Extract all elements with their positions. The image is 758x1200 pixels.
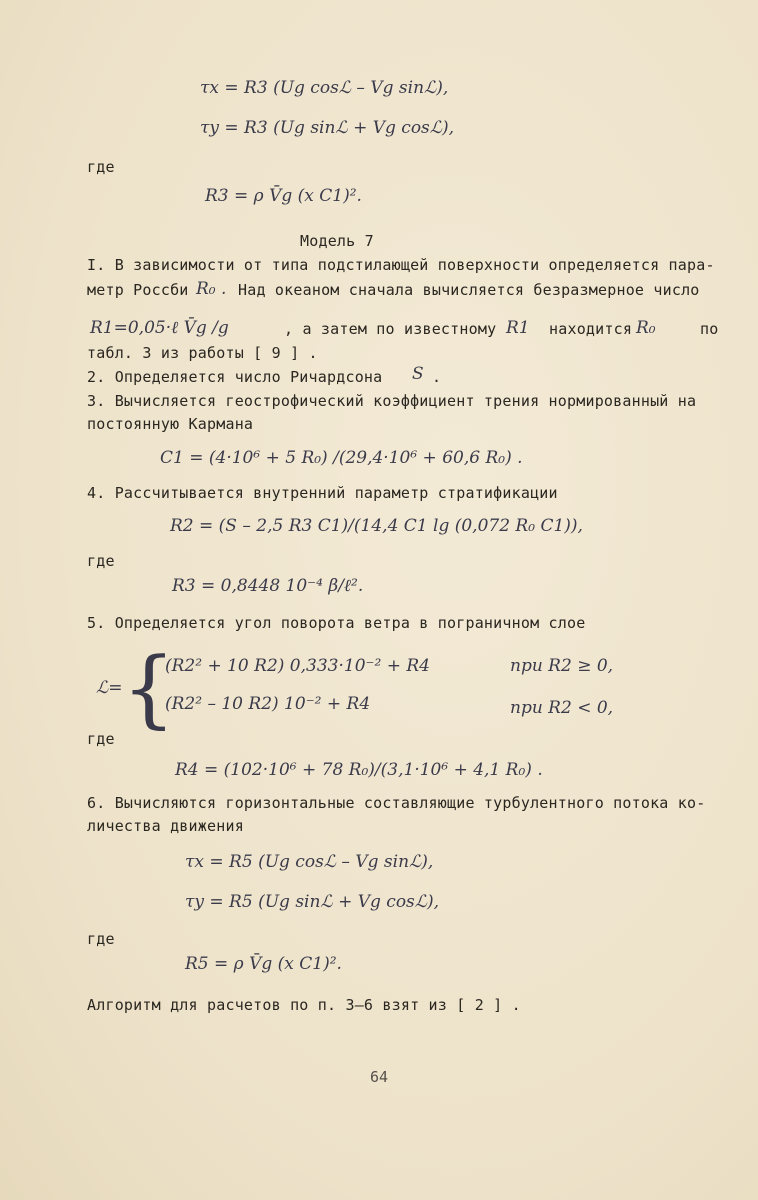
text-where: где <box>87 158 115 176</box>
text-where: где <box>87 552 115 570</box>
inline-formula: S <box>412 364 424 384</box>
paragraph-line: табл. 3 из работы [ 9 ] . <box>87 344 318 362</box>
paragraph-line: 2. Определяется число Ричардсона <box>87 368 383 386</box>
paragraph-line: I. В зависимости от типа подстилающей поверхности определяется пара- <box>87 256 715 274</box>
formula-angle-condition-2: при R2 < 0, <box>510 698 614 718</box>
formula-tau-x-r3: τx = R3 (Ug cosℒ – Vg sinℒ), <box>200 78 449 98</box>
paragraph-line: метр Россби <box>87 281 189 299</box>
formula-angle-case-1: (R2² + 10 R2) 0,333·10⁻² + R4 <box>165 656 430 676</box>
text-where: где <box>87 930 115 948</box>
paragraph-line: личества движения <box>87 817 244 835</box>
formula-angle-lhs: ℒ= <box>96 678 123 698</box>
section-heading-model-7: Модель 7 <box>300 232 374 250</box>
formula-r4: R4 = (102·10⁶ + 78 R₀)/(3,1·10⁶ + 4,1 R₀) . <box>175 760 543 780</box>
paragraph-line: 4. Рассчитывается внутренний параметр стратификации <box>87 484 558 502</box>
formula-r2: R2 = (S – 2,5 R3 C1)/(14,4 C1 lg (0,072 R₀ C1)), <box>170 516 583 536</box>
paragraph-line: Алгоритм для расчетов по п. 3–6 взят из [ 2 ] . <box>87 996 521 1014</box>
formula-tau-y-r5: τy = R5 (Ug sinℒ + Vg cosℒ), <box>185 892 440 912</box>
paragraph-line: постоянную Кармана <box>87 415 254 433</box>
inline-formula: R1 <box>506 318 530 338</box>
paragraph-line: 5. Определяется угол поворота ветра в пограничном слое <box>87 614 586 632</box>
formula-tau-x-r5: τx = R5 (Ug cosℒ – Vg sinℒ), <box>185 852 434 872</box>
formula-r3-rho: R3 = ρ V̄g (x C1)². <box>205 186 362 206</box>
formula-angle-case-2: (R2² – 10 R2) 10⁻² + R4 <box>165 694 371 714</box>
inline-formula: R₀ <box>636 318 656 338</box>
paragraph-line: по <box>700 320 719 338</box>
inline-formula: R₀ . <box>196 279 227 299</box>
brace-symbol: { <box>122 639 176 737</box>
formula-r5-rho: R5 = ρ V̄g (x C1)². <box>185 954 342 974</box>
formula-tau-y-r3: τy = R3 (Ug sinℒ + Vg cosℒ), <box>200 118 455 138</box>
formula-angle-condition-1: при R2 ≥ 0, <box>510 656 614 676</box>
paragraph-line: 3. Вычисляется геострофический коэффициент трения нормированный на <box>87 392 697 410</box>
page-number: 64 <box>369 1068 389 1086</box>
paragraph-line: , а затем по известному <box>284 320 497 338</box>
paragraph-line: . <box>432 368 442 386</box>
formula-r3-beta: R3 = 0,8448 10⁻⁴ β/ℓ². <box>172 576 364 596</box>
inline-formula: R1=0,05·ℓ V̄g /g <box>90 318 229 338</box>
text-where: где <box>87 730 115 748</box>
paragraph-line: Над океаном сначала вычисляется безразмерное число <box>238 281 700 299</box>
paragraph-line: 6. Вычисляются горизонтальные составляющие турбулентного потока ко- <box>87 794 706 812</box>
formula-c1: C1 = (4·10⁶ + 5 R₀) /(29,4·10⁶ + 60,6 R₀) . <box>160 448 523 468</box>
paragraph-line: находится <box>549 320 633 338</box>
